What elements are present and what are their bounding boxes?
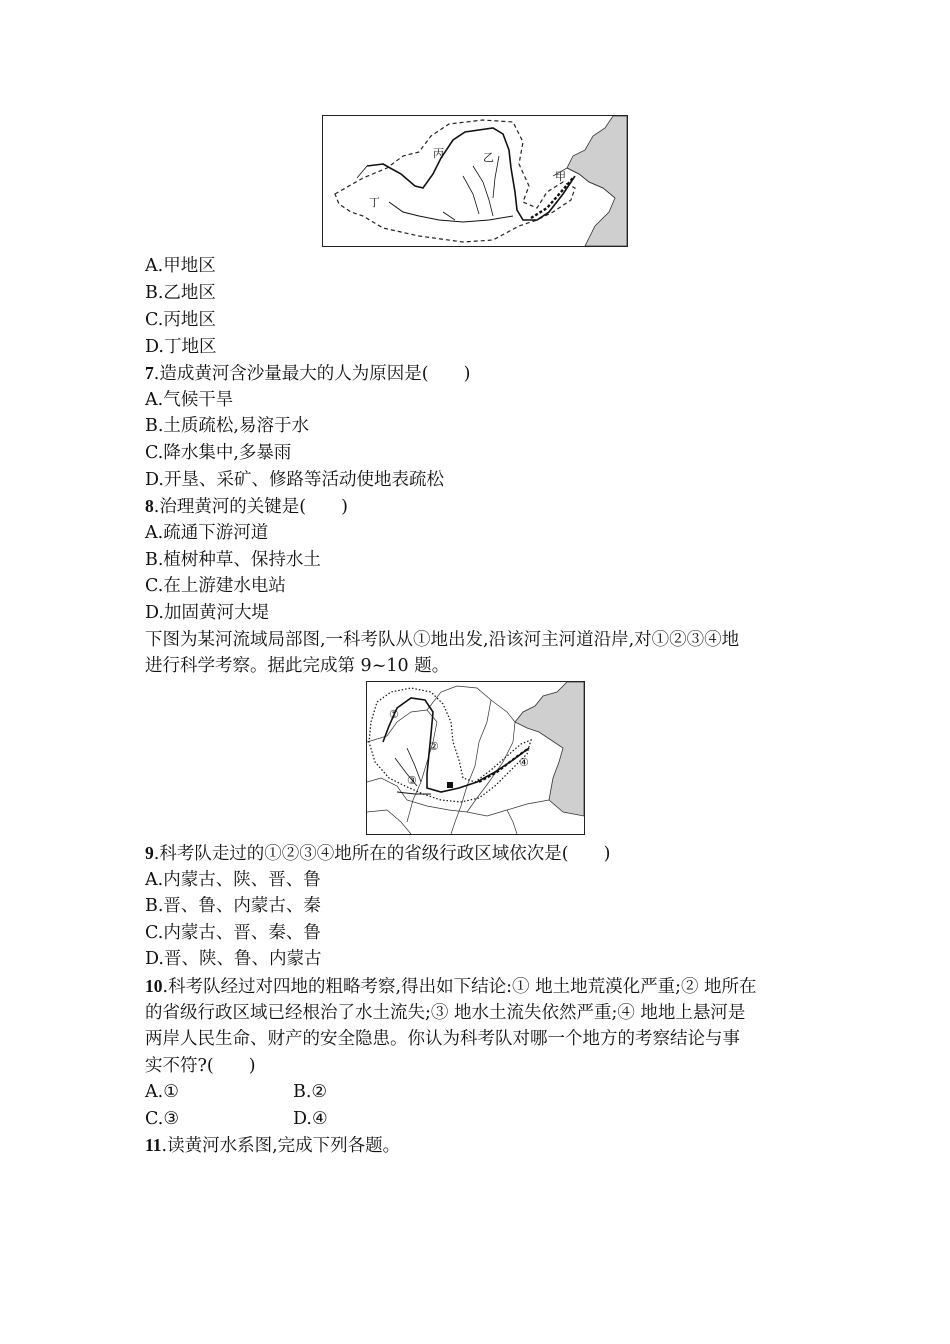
q7-stem <box>145 363 470 384</box>
q6-option-c[interactable]: C.丙地区 <box>145 310 216 330</box>
q6-option-d[interactable]: D.丁地区 <box>145 337 217 357</box>
q10-text-1: .科考队经过对四地的粗略考察,得出如下结论:① 地土地荒漠化严重;② 地所在 <box>162 977 757 997</box>
q9-text: .科考队走过的①②③④地所在的省级行政区域依次是( ) <box>153 844 611 864</box>
q10-stem-line-3: 两岸人民生命、财产的安全隐患。你认为科考队对哪一个地方的考察结论与事 <box>145 1029 740 1049</box>
q10-stem-line-1 <box>145 976 757 997</box>
q9-stem <box>145 843 610 864</box>
map-point-4: ④ <box>519 756 529 769</box>
q9-option-c[interactable]: C.内蒙古、晋、秦、鲁 <box>145 923 321 943</box>
map-label-ding: 丁 <box>369 196 380 209</box>
q9-number: 9 <box>145 843 154 863</box>
map-label-yi: 乙 <box>483 151 494 164</box>
q9-option-a[interactable]: A.内蒙古、陕、晋、鲁 <box>145 870 321 890</box>
q10-option-d[interactable]: D.④ <box>293 1109 328 1129</box>
q8-option-d[interactable]: D.加固黄河大堤 <box>145 603 269 623</box>
q8-stem <box>145 496 348 517</box>
q9-option-b[interactable]: B.晋、鲁、内蒙古、秦 <box>145 896 321 916</box>
q8-option-b[interactable]: B.植树种草、保持水土 <box>145 550 321 570</box>
q7-number: 7 <box>145 363 154 383</box>
intro-line-2: 进行科学考察。据此完成第 9~10 题。 <box>145 656 450 676</box>
river-basin-map-2 <box>366 681 585 835</box>
q10-option-b[interactable]: B.② <box>293 1082 328 1102</box>
q8-option-c[interactable]: C.在上游建水电站 <box>145 576 286 596</box>
q8-text: .治理黄河的关键是( ) <box>153 497 348 517</box>
map-point-1: ① <box>389 708 399 721</box>
map-label-bing: 丙 <box>433 147 444 160</box>
q10-option-a[interactable]: A.① <box>145 1082 179 1102</box>
q7-option-d[interactable]: D.开垦、采矿、修路等活动使地表疏松 <box>145 470 444 490</box>
intro-line-1: 下图为某河流域局部图,一科考队从①地出发,沿该河主河道沿岸,对①②③④地 <box>145 630 740 650</box>
q8-option-a[interactable]: A.疏通下游河道 <box>145 523 269 543</box>
map-label-jia: 甲 <box>555 170 566 183</box>
q10-stem-line-2: 的省级行政区域已经根治了水土流失;③ 地水土流失依然严重;④ 地地上悬河是 <box>145 1003 746 1023</box>
q7-option-a[interactable]: A.气候干旱 <box>145 390 234 410</box>
yellow-river-basin-map-1 <box>322 115 628 247</box>
q6-option-b[interactable]: B.乙地区 <box>145 283 216 303</box>
q6-option-a[interactable]: A.甲地区 <box>145 256 216 276</box>
q8-number: 8 <box>145 496 154 516</box>
q10-stem-line-4: 实不符?( ) <box>145 1056 256 1076</box>
q7-option-b[interactable]: B.土质疏松,易溶于水 <box>145 416 309 436</box>
q10-number: 10 <box>145 976 163 996</box>
q11-text: .读黄河水系图,完成下列各题。 <box>161 1136 401 1156</box>
q11-stem <box>145 1135 400 1156</box>
q10-option-c[interactable]: C.③ <box>145 1109 180 1129</box>
map-point-3: ③ <box>407 774 417 787</box>
q7-option-c[interactable]: C.降水集中,多暴雨 <box>145 443 292 463</box>
q7-text: .造成黄河含沙量最大的人为原因是( ) <box>153 364 471 384</box>
q11-number: 11 <box>145 1135 162 1155</box>
map-point-2: ② <box>429 740 439 753</box>
q9-option-d[interactable]: D.晋、陕、鲁、内蒙古 <box>145 949 322 969</box>
